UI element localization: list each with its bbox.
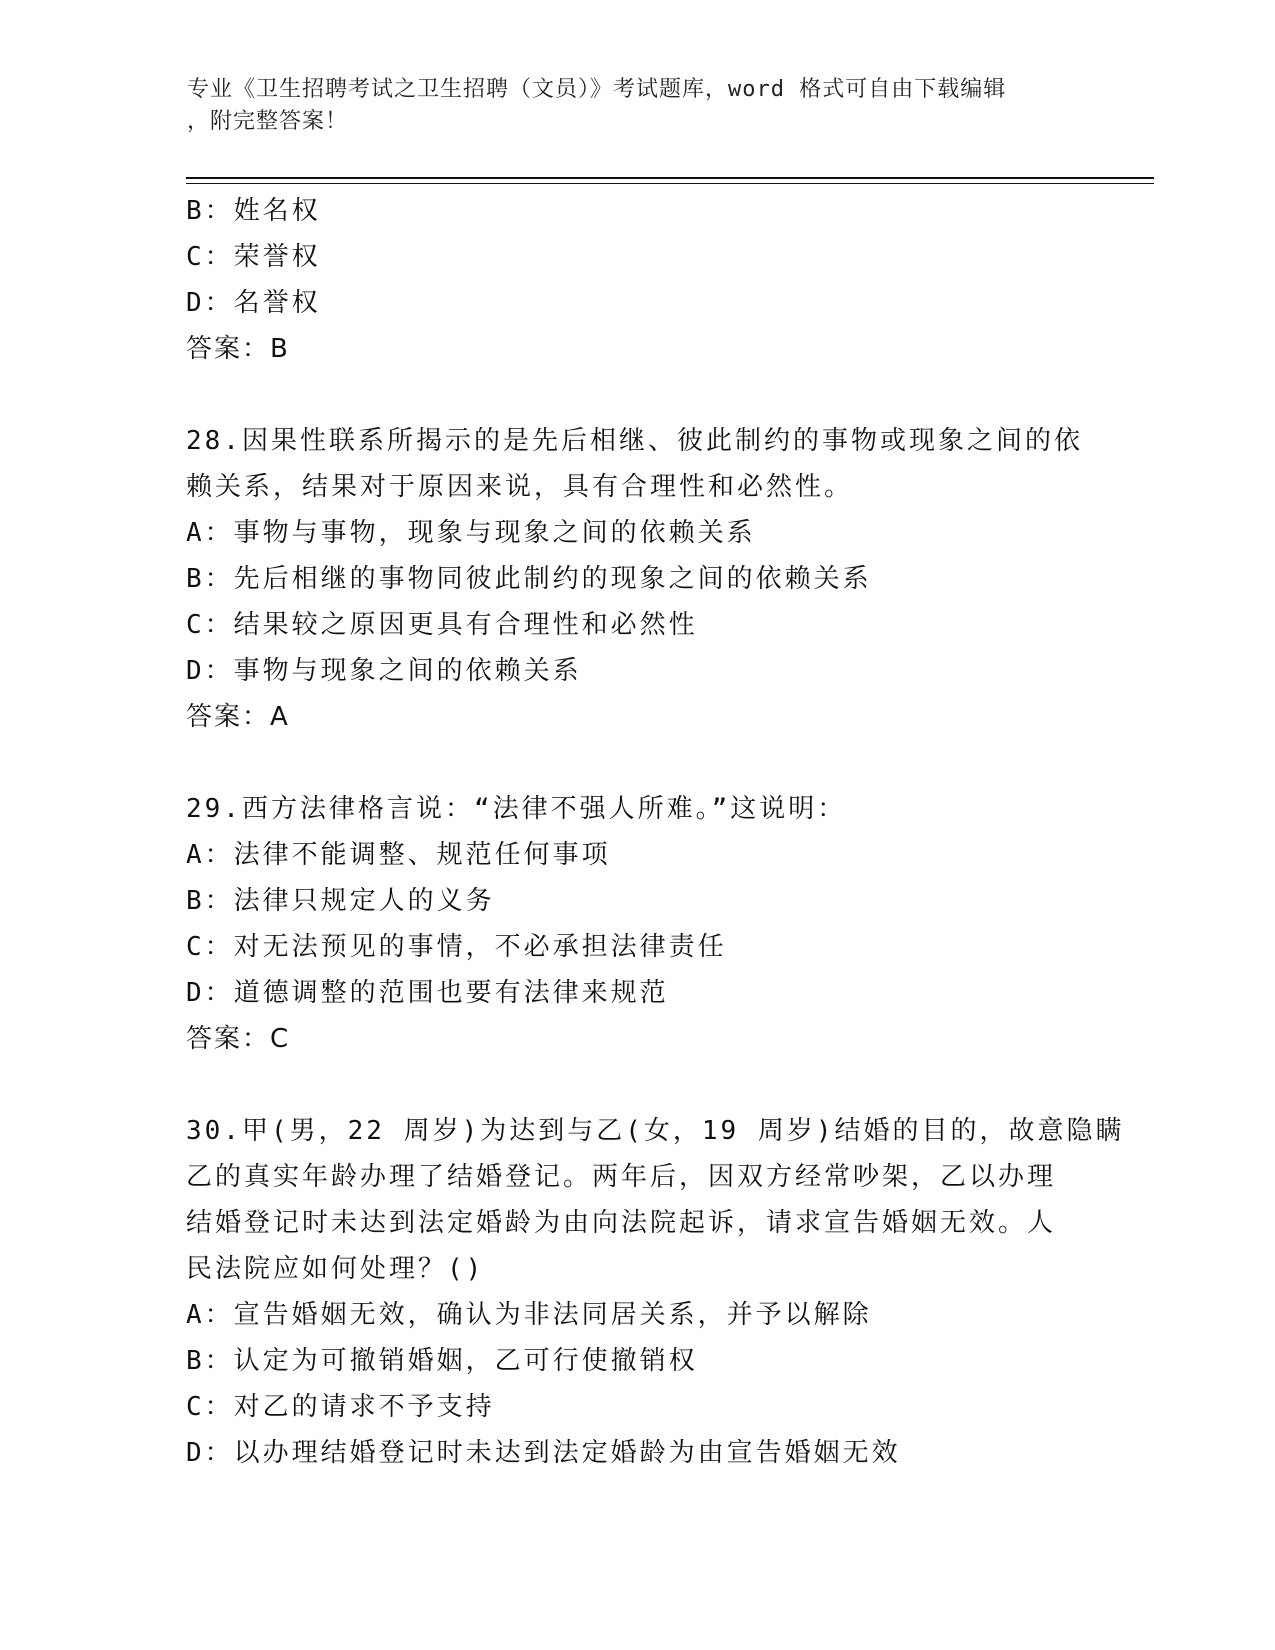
page-header xyxy=(187,74,1067,138)
question-stem-line: 乙的真实年龄办理了结婚登记。两年后，因双方经常吵架，乙以办理 xyxy=(186,1162,1057,1192)
option-d: D：道德调整的范围也要有法律来规范 xyxy=(186,978,669,1008)
answer-label: 答案：C xyxy=(186,1024,291,1054)
spacer xyxy=(186,372,1106,418)
option-a: A：宣告婚姻无效，确认为非法同居关系，并予以解除 xyxy=(186,1300,872,1330)
question-list xyxy=(186,188,1125,1476)
answer-label: 答案：A xyxy=(186,702,290,732)
option-c: C：对乙的请求不予支持 xyxy=(186,1392,495,1422)
question-stem-line: 30.甲(男，22 周岁)为达到与乙(女，19 周岁)结婚的目的，故意隐瞒 xyxy=(186,1116,1125,1146)
question-stem-line: 民法院应如何处理？() xyxy=(186,1254,485,1284)
option-d: D：以办理结婚登记时未达到法定婚龄为由宣告婚姻无效 xyxy=(186,1438,901,1468)
question-30 xyxy=(186,1108,1125,1476)
question-27 xyxy=(186,188,1106,372)
option-d: D：名誉权 xyxy=(186,288,321,318)
option-c: C：结果较之原因更具有合理性和必然性 xyxy=(186,610,698,640)
question-29 xyxy=(186,786,1106,1062)
question-stem-line: 赖关系，结果对于原因来说，具有合理性和必然性。 xyxy=(186,472,854,502)
header-rule-thick xyxy=(186,177,1154,179)
header-line-2: ，附完整答案！ xyxy=(187,109,349,134)
question-stem-line: 结婚登记时未达到法定婚龄为由向法院起诉，请求宣告婚姻无效。人 xyxy=(186,1208,1057,1238)
option-b: B：认定为可撤销婚姻，乙可行使撤销权 xyxy=(186,1346,698,1376)
question-stem-line: 28.因果性联系所揭示的是先后相继、彼此制约的事物或现象之间的依 xyxy=(186,426,1083,456)
option-c: C：对无法预见的事情，不必承担法律责任 xyxy=(186,932,727,962)
option-d: D：事物与现象之间的依赖关系 xyxy=(186,656,582,686)
question-28 xyxy=(186,418,1106,740)
option-b: B：法律只规定人的义务 xyxy=(186,886,495,916)
spacer xyxy=(186,1062,1106,1108)
spacer xyxy=(186,740,1106,786)
header-rule-thin xyxy=(186,183,1154,184)
option-a: A：法律不能调整、规范任何事项 xyxy=(186,840,611,870)
option-a: A：事物与事物，现象与现象之间的依赖关系 xyxy=(186,518,756,548)
question-stem-line: 29.西方法律格言说：“法律不强人所难。”这说明： xyxy=(186,794,847,824)
option-b: B：先后相继的事物同彼此制约的现象之间的依赖关系 xyxy=(186,564,872,594)
header-line-1: 专业《卫生招聘考试之卫生招聘（文员）》考试题库，word 格式可自由下载编辑 xyxy=(187,77,1007,102)
option-c: C：荣誉权 xyxy=(186,242,321,272)
option-b: B：姓名权 xyxy=(186,196,321,226)
answer-label: 答案：B xyxy=(186,334,290,364)
